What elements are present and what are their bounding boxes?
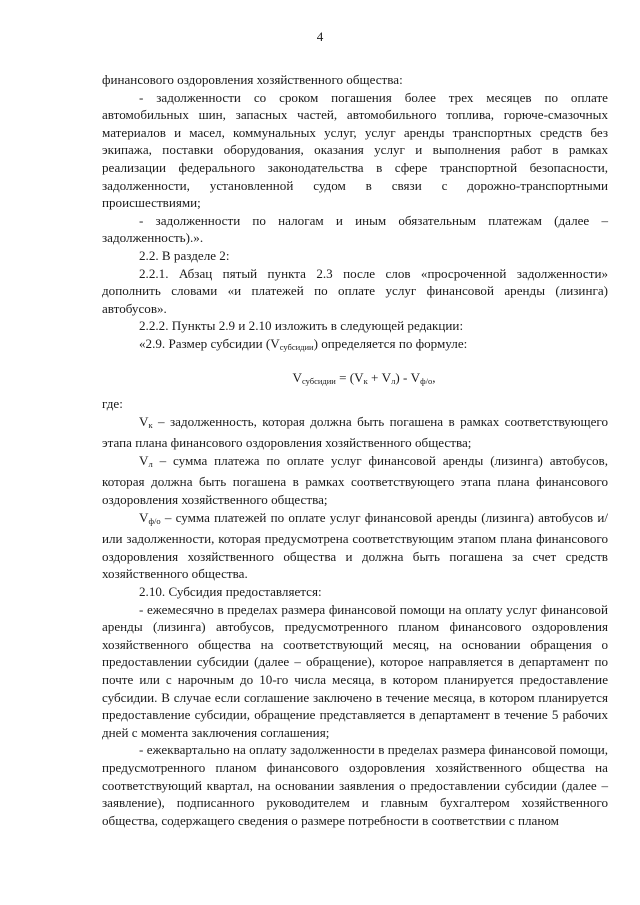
paragraph-debt-list-item: - задолженности со сроком погашения более трех месяцев по оплате автомобильных шин, запасных частей, автомобильного топлива, горюче-смазочных материалов и масел, коммунальных услуг, услуг аренды транспортных средств без экипажа, поставки оборудования, оказания услуг и выполнения работ в рамках реализации федерального законодательства в сфере транспортной безопасности, задолженности, установленной судом в связи с дорожно-транспортными происшествиями; bbox=[102, 89, 608, 211]
paragraph-vfo-definition: $V_{ф/о}$ – сумма платежей по оплате услуг финансовой аренды (лизинга) автобусов и/или задолженности, которая предусмотрена соответствующим этапом плана финансового оздоровления хозяйственного общества и должна быть погашена за счет средств хозяйственного общества. bbox=[102, 509, 608, 582]
paragraph-2-10: 2.10. Субсидия предоставляется: bbox=[139, 584, 322, 600]
paragraph-where: где: bbox=[102, 396, 123, 412]
paragraph-continuation: финансового оздоровления хозяйственного общества: bbox=[102, 72, 403, 87]
paragraph-vl-definition: $V_л$ – сумма платежа по оплате услуг финансовой аренды (лизинга) автобусов, которая должна быть погашена в рамках соответствующего этапа плана финансового оздоровления хозяйственного общества; bbox=[102, 452, 608, 508]
subsidy-formula: $V_{субсидии} = (V_к + V_л) - V_{ф/о}$, bbox=[292, 369, 436, 386]
paragraph-vk-definition: $V_к$ – задолженность, которая должна быть погашена в рамках соответствующего этапа плана финансового оздоровления хозяйственного общества; bbox=[102, 413, 608, 451]
paragraph-monthly-subsidy: - ежемесячно в пределах размера финансовой помощи на оплату услуг финансовой аренды (лизинга) автобусов, предусмотренного планом финансового оздоровления хозяйственного общества на соответствующий месяц, на основании обращения о предоставлении субсидии (далее – обращение), которое направляется в департамент по почте или с нарочным до 10-го числа месяца, в котором планируется предоставление субсидии. В случае если соглашение заключено в течение месяца, в котором планируется предоставление субсидии, обращение представляется в департамент в течение 5 рабочих дней с момента заключения соглашения; bbox=[102, 601, 608, 740]
page-number: 4 bbox=[316, 29, 324, 44]
paragraph-2-2: 2.2. В разделе 2: bbox=[139, 247, 230, 263]
document-body bbox=[102, 71, 608, 829]
paragraph-tax-debt-item: - задолженности по налогам и иным обязательным платежам (далее – задолженность).». bbox=[102, 212, 608, 246]
paragraph-2-2-2: 2.2.2. Пункты 2.9 и 2.10 изложить в следующей редакции: bbox=[139, 318, 464, 334]
paragraph-quarterly-subsidy: - ежеквартально на оплату задолженности в пределах размера финансовой помощи, предусмотренного планом финансового оздоровления хозяйственного общества на соответствующий квартал, на основании заявления о предоставлении субсидии (далее – заявление), подписанного руководителем и главным бухгалтером хозяйственного общества, содержащего сведения о размере потребности в соответствии с планом bbox=[102, 742, 608, 828]
paragraph-2-2-1: 2.2.1. Абзац пятый пункта 2.3 после слов «просроченной задолженности» дополнить словами «и платежей по оплате услуг финансовой аренды (лизинга) автобусов». bbox=[102, 265, 608, 316]
paragraph-2-9: «2.9. Размер субсидии $(V_{субсидии})$ определяется по формуле: bbox=[139, 335, 468, 352]
